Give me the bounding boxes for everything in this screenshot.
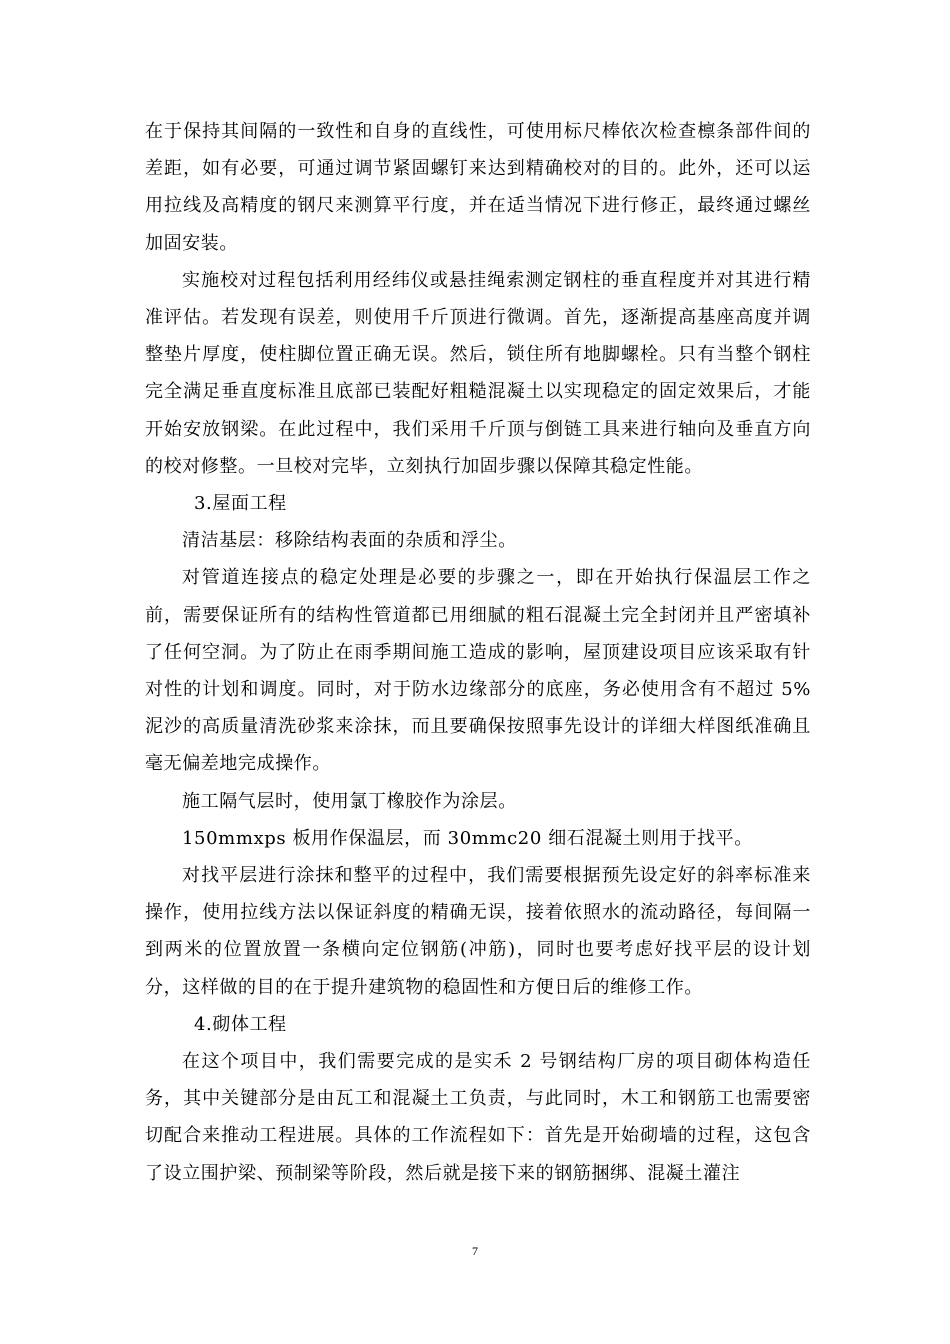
paragraph-leveling: 对找平层进行涂抹和整平的过程中，我们需要根据预先设定好的斜率标准来操作，使用拉线方法以保证斜度的精确无误，接着依照水的流动路径，每间隔一到两米的位置放置一条横向定位钢筋(冲筋)，同时也要考虑好找平层的设计划分，这样做的目的在于提升建筑物的稳固性和方便日后的维修工作。: [145, 865, 811, 998]
paragraph-insulation: 150mmxps 板用作保温层，而 30mmc20 细石混凝土则用于找平。: [182, 827, 753, 849]
heading-masonry-works: 4.砌体工程: [194, 1013, 287, 1035]
page-number: 7: [472, 1244, 478, 1258]
paragraph-masonry-scope: 在这个项目中，我们需要完成的是实禾 2 号钢结构厂房的项目砌体构造任务，其中关键部分是由瓦工和混凝土工负责，与此同时，木工和钢筋工也需要密切配合来推动工程进展。具体的工作流程如下：首先是开始砌墙的过程，这包含了设立围护梁、预制梁等阶段，然后就是接下来的钢筋捆绑、混凝土灌注: [145, 1051, 811, 1184]
body-text: [145, 113, 811, 1192]
paragraph-pipe-joints: 对管道连接点的稳定处理是必要的步骤之一，即在开始执行保温层工作之前，需要保证所有的结构性管道都已用细腻的粗石混凝土完全封闭并且严密填补了任何空洞。为了防止在雨季期间施工造成的影响，屋顶建设项目应该采取有针对性的计划和调度。同时，对于防水边缘部分的底座，务必使用含有不超过 5%泥沙的高质量清洗砂浆来涂抹，而且要确保按照事先设计的详细大样图纸准确且毫无偏差地完成操作。: [145, 567, 811, 775]
paragraph-clean-base: 清洁基层：移除结构表面的杂质和浮尘。: [182, 530, 517, 552]
heading-roof-works: 3.屋面工程: [194, 493, 287, 515]
paragraph-purlin-check: 在于保持其间隔的一致性和自身的直线性，可使用标尺棒依次检查檩条部件间的差距，如有必要，可通过调节紧固螺钉来达到精确校对的目的。此外，还可以运用拉线及高精度的钢尺来测算平行度，并在适当情况下进行修正，最终通过螺丝加固安装。: [145, 121, 811, 254]
paragraph-vapor-barrier: 施工隔气层时，使用氯丁橡胶作为涂层。: [182, 790, 517, 812]
paragraph-column-calibration: 实施校对过程包括利用经纬仪或悬挂绳索测定钢柱的垂直程度并对其进行精准评估。若发现有误差，则使用千斤顶进行微调。首先，逐渐提高基座高度并调整垫片厚度，使柱脚位置正确无误。然后，锁住所有地脚螺栓。只有当整个钢柱完全满足垂直度标准且底部已装配好粗糙混凝土以实现稳定的固定效果后，才能开始安放钢梁。在此过程中，我们采用千斤顶与倒链工具来进行轴向及垂直方向的校对修整。一旦校对完毕，立刻执行加固步骤以保障其稳定性能。: [145, 269, 811, 477]
